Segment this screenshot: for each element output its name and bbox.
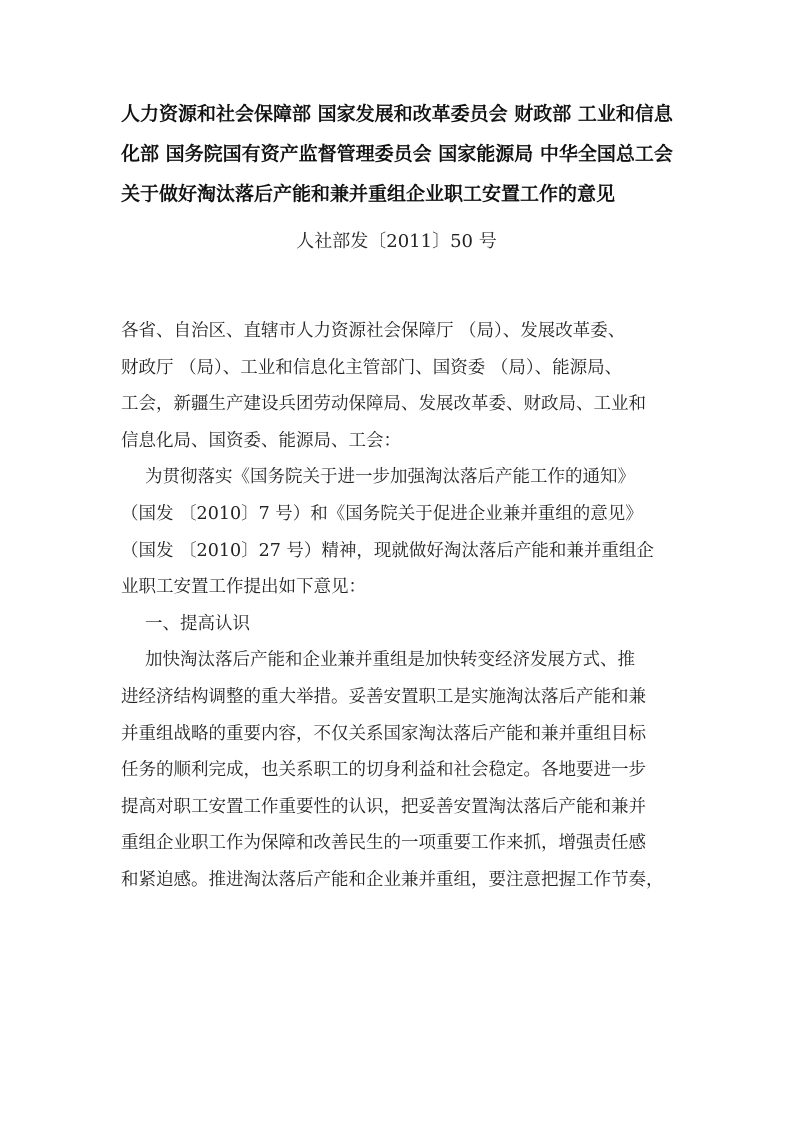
title-line: 人力资源和社会保障部 国家发展和改革委员会 财政部 工业和信息 bbox=[121, 103, 673, 125]
body-line: 业职工安置工作提出如下意见： bbox=[121, 577, 366, 598]
body-line: 为贯彻落实《国务院关于进一步加强淘汰落后产能工作的通知》 bbox=[145, 467, 635, 488]
body-line: （国发 〔2010〕27 号）精神，现就做好淘汰落后产能和兼并重组企 bbox=[121, 540, 654, 561]
body-line: 和紧迫感。推进淘汰落后产能和企业兼并重组，要注意把握工作节奏， bbox=[121, 869, 664, 890]
document-number: 人社部发〔2011〕50 号 bbox=[296, 231, 497, 252]
body-line: 提高对职工安置工作重要性的认识，把妥善安置淘汰落后产能和兼并 bbox=[121, 796, 646, 817]
document-title bbox=[121, 94, 681, 214]
body-line: 财政厅 （局）、工业和信息化主管部门、国资委 （局）、能源局、 bbox=[121, 357, 623, 378]
section-heading: 一、提高认识 bbox=[145, 613, 250, 634]
body-line: 重组企业职工作为保障和改善民生的一项重要工作来抓，增强责任感 bbox=[121, 833, 646, 854]
body-line: 进经济结构调整的重大举措。妥善安置职工是实施淘汰落后产能和兼 bbox=[121, 686, 646, 707]
body-line: 工会，新疆生产建设兵团劳动保障局、发展改革委、财政局、工业和 bbox=[121, 394, 646, 415]
title-line: 关于做好淘汰落后产能和兼并重组企业职工安置工作的意见 bbox=[121, 183, 616, 205]
body-line: 并重组战略的重要内容，不仅关系国家淘汰落后产能和兼并重组目标 bbox=[121, 723, 646, 744]
body-line: 信息化局、国资委、能源局、工会： bbox=[121, 430, 401, 451]
body-line: 任务的顺利完成，也关系职工的切身利益和社会稳定。各地要进一步 bbox=[121, 760, 646, 781]
body-line: 加快淘汰落后产能和企业兼并重组是加快转变经济发展方式、推 bbox=[145, 650, 635, 671]
title-line: 化部 国务院国有资产监督管理委员会 国家能源局 中华全国总工会 bbox=[121, 143, 673, 165]
document-body bbox=[121, 313, 681, 899]
body-line: （国发 〔2010〕7 号）和《国务院关于促进企业兼并重组的意见》 bbox=[121, 503, 643, 524]
body-line: 各省、自治区、直辖市人力资源社会保障厅 （局）、发展改革委、 bbox=[121, 321, 626, 341]
